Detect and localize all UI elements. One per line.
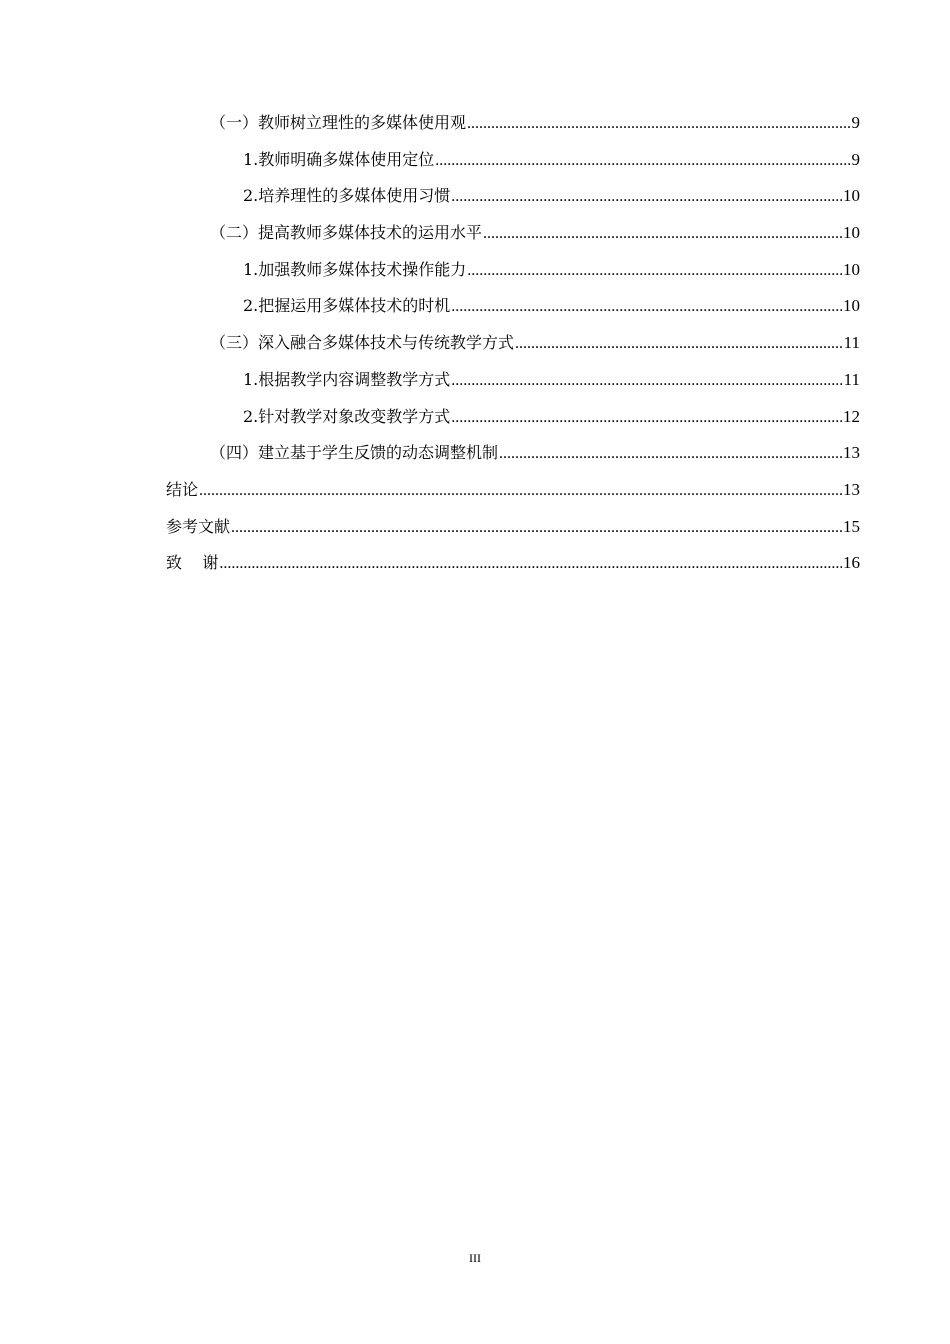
toc-entry-page: 10 <box>843 223 860 243</box>
toc-entry[interactable] <box>166 183 860 220</box>
toc-entry-title: 根据教学内容调整教学方式 <box>258 369 451 389</box>
toc-leader-dots <box>499 445 842 463</box>
toc-entry-number: 1. <box>243 259 259 279</box>
toc-leader-dots <box>467 262 842 280</box>
toc-leader-dots <box>467 115 850 133</box>
toc-entry[interactable] <box>166 147 860 184</box>
page-number-footer: III <box>469 1251 481 1265</box>
toc-entry-title: 提高教师多媒体技术的运用水平 <box>258 223 483 243</box>
toc-leader-dots <box>435 152 850 170</box>
toc-entry-title: 把握运用多媒体技术的时机 <box>258 296 451 316</box>
toc-leader-dots <box>451 372 842 390</box>
toc-entry-title: 教师明确多媒体使用定位 <box>258 149 435 169</box>
toc-entry-page: 9 <box>851 113 860 132</box>
toc-entry-page: 13 <box>843 479 860 499</box>
toc-leader-dots <box>199 482 842 500</box>
toc-entry-number: 1. <box>243 149 259 169</box>
toc-entry-title: 致 谢 <box>166 553 219 573</box>
toc-entry-page: 16 <box>843 553 860 573</box>
toc-entry-number: （二） <box>210 223 259 243</box>
toc-entry-page: 11 <box>843 369 860 389</box>
toc-entry[interactable] <box>166 367 860 404</box>
table-of-contents <box>166 110 860 587</box>
toc-entry-page: 9 <box>851 149 860 169</box>
toc-entry-title: 深入融合多媒体技术与传统教学方式 <box>258 333 515 353</box>
toc-entry-page: 13 <box>843 443 860 463</box>
toc-entry-title: 教师树立理性的多媒体使用观 <box>258 113 467 132</box>
toc-entry-title: 加强教师多媒体技术操作能力 <box>258 259 467 279</box>
toc-entry-acknowledgements[interactable] <box>166 550 860 587</box>
toc-entry-page: 10 <box>843 296 860 316</box>
toc-entry[interactable] <box>166 110 860 147</box>
toc-leader-dots <box>231 519 842 537</box>
toc-entry-page: 10 <box>843 259 860 279</box>
toc-entry-title: 培养理性的多媒体使用习惯 <box>258 186 451 206</box>
toc-leader-dots <box>451 188 842 206</box>
toc-entry[interactable] <box>166 404 860 441</box>
toc-leader-dots <box>451 409 842 427</box>
toc-entry-title: 建立基于学生反馈的动态调整机制 <box>258 443 499 463</box>
toc-entry[interactable] <box>166 293 860 330</box>
toc-entry-title: 针对教学对象改变教学方式 <box>258 406 451 426</box>
toc-entry[interactable] <box>166 257 860 294</box>
toc-entry-page: 12 <box>843 406 860 426</box>
toc-leader-dots <box>515 335 843 353</box>
toc-entry-page: 10 <box>843 186 860 206</box>
toc-entry-conclusion[interactable] <box>166 477 860 514</box>
toc-leader-dots <box>451 298 842 316</box>
toc-entry-references[interactable] <box>166 514 860 551</box>
toc-leader-dots <box>219 555 842 573</box>
toc-entry-title: 结论 <box>166 479 199 499</box>
toc-entry-title: 参考文献 <box>166 516 231 536</box>
toc-entry-page: 11 <box>843 333 860 353</box>
toc-entry-number: 1. <box>243 369 259 389</box>
toc-entry-number: （四） <box>210 443 259 463</box>
toc-entry-number: （三） <box>210 333 259 353</box>
toc-entry-number: （一） <box>210 113 259 132</box>
toc-entry-number: 2. <box>243 296 259 316</box>
toc-entry-number: 2. <box>243 406 259 426</box>
toc-entry[interactable] <box>166 330 860 367</box>
toc-entry-number: 2. <box>243 186 259 206</box>
toc-entry[interactable] <box>166 220 860 257</box>
toc-entry[interactable] <box>166 440 860 477</box>
toc-leader-dots <box>483 225 842 243</box>
toc-entry-page: 15 <box>843 516 860 536</box>
